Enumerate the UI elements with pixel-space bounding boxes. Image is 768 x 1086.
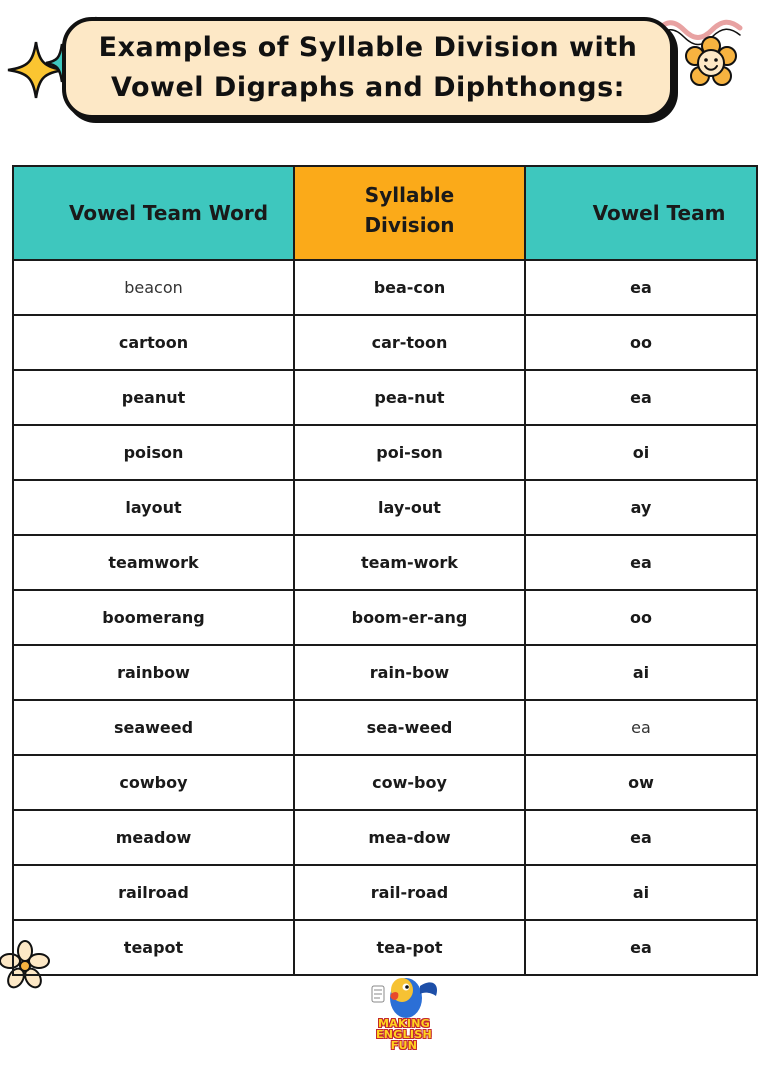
division-cell: sea-weed <box>294 700 525 755</box>
header-label: Vowel Team Word <box>68 201 269 225</box>
team-cell: ai <box>525 865 757 920</box>
division-cell: rain-bow <box>294 645 525 700</box>
header-label: Vowel Team <box>592 201 726 225</box>
table-row <box>13 590 757 645</box>
table-row <box>13 920 757 975</box>
logo-text <box>362 1018 446 1051</box>
team-cell: ea <box>525 700 757 755</box>
word-cell: peanut <box>13 370 294 425</box>
division-cell: cow-boy <box>294 755 525 810</box>
team-cell: ow <box>525 755 757 810</box>
word-cell: teamwork <box>13 535 294 590</box>
word-cell: seaweed <box>13 700 294 755</box>
header-vowel-team <box>525 166 757 260</box>
table-row <box>13 810 757 865</box>
word-cell: railroad <box>13 865 294 920</box>
word-cell: cowboy <box>13 755 294 810</box>
word-cell: rainbow <box>13 645 294 700</box>
team-cell: oo <box>525 590 757 645</box>
team-cell: ea <box>525 535 757 590</box>
team-cell: oo <box>525 315 757 370</box>
table-row <box>13 700 757 755</box>
division-cell: car-toon <box>294 315 525 370</box>
division-cell: mea-dow <box>294 810 525 865</box>
table-row <box>13 480 757 535</box>
logo-text-line-2: ENGLISH FUN <box>375 1028 433 1052</box>
division-cell: pea-nut <box>294 370 525 425</box>
parrot-mascot-icon <box>362 972 446 1022</box>
division-cell: tea-pot <box>294 920 525 975</box>
division-cell: poi-son <box>294 425 525 480</box>
table-row <box>13 645 757 700</box>
brand-logo <box>362 972 446 1052</box>
table-row <box>13 425 757 480</box>
division-cell: rail-road <box>294 865 525 920</box>
word-cell: poison <box>13 425 294 480</box>
page-title-line-2: Vowel Digraphs and Diphthongs: <box>111 72 625 103</box>
logo-text-line-1: MAKING <box>377 1017 431 1030</box>
word-cell: cartoon <box>13 315 294 370</box>
header-label <box>364 180 454 246</box>
table-row <box>13 535 757 590</box>
header-vowel-team-word <box>13 166 294 260</box>
team-cell: ay <box>525 480 757 535</box>
title-banner <box>62 17 674 119</box>
word-cell: layout <box>13 480 294 535</box>
header-label-line-2: Division <box>364 213 455 237</box>
word-cell: meadow <box>13 810 294 865</box>
team-cell: ea <box>525 370 757 425</box>
team-cell: ea <box>525 810 757 865</box>
table-row <box>13 260 757 315</box>
team-cell: oi <box>525 425 757 480</box>
smiley-flower-icon <box>684 36 738 90</box>
division-cell: boom-er-ang <box>294 590 525 645</box>
table-row <box>13 315 757 370</box>
table-row <box>13 865 757 920</box>
table-row <box>13 370 757 425</box>
team-cell: ea <box>525 920 757 975</box>
table-row <box>13 755 757 810</box>
header-label-line-1: Syllable <box>364 183 455 207</box>
word-cell: boomerang <box>13 590 294 645</box>
header-syllable-division <box>294 166 525 260</box>
team-cell: ea <box>525 260 757 315</box>
word-cell: beacon <box>13 260 294 315</box>
team-cell: ai <box>525 645 757 700</box>
division-cell: bea-con <box>294 260 525 315</box>
table-header-row <box>13 166 757 260</box>
division-cell: lay-out <box>294 480 525 535</box>
vowel-team-table <box>12 165 758 976</box>
page-title-line-1: Examples of Syllable Division with <box>98 32 638 63</box>
division-cell: team-work <box>294 535 525 590</box>
word-cell: teapot <box>13 920 294 975</box>
